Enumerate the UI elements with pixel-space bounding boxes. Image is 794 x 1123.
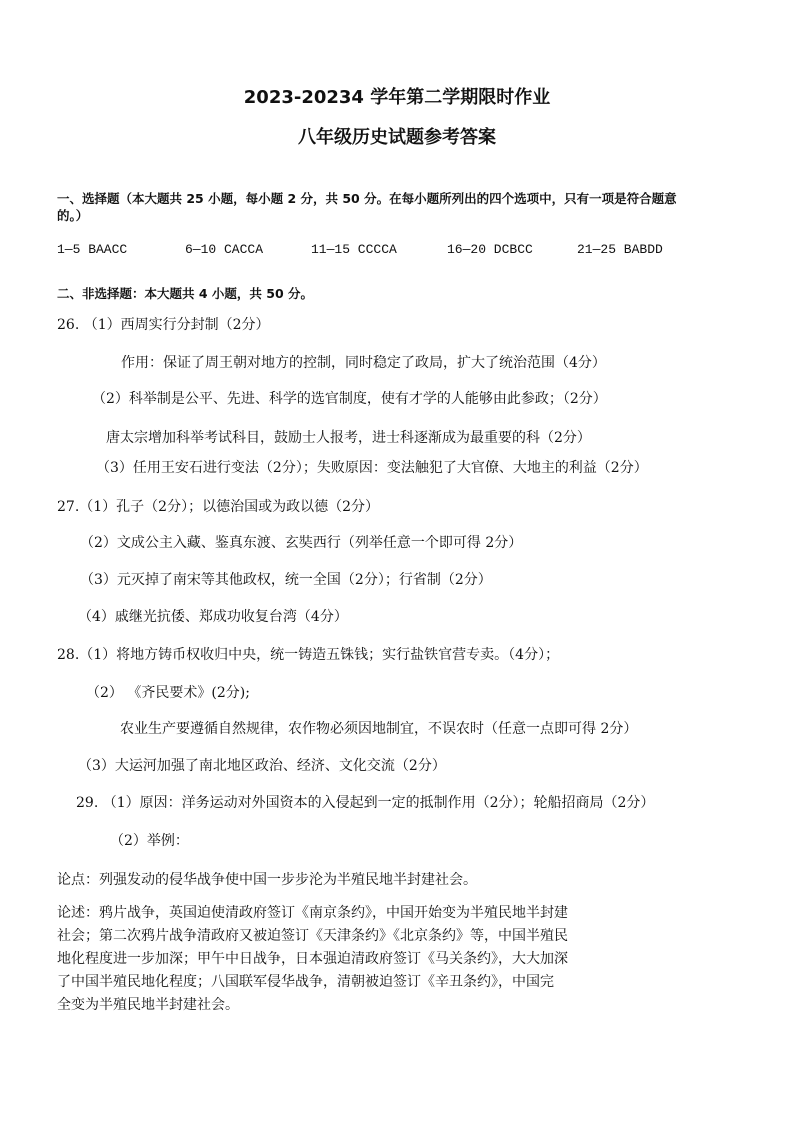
answer-line: （2）举例： <box>110 833 189 849</box>
answer-group: 1—5 BAACC <box>57 242 128 257</box>
answer-line: 论述：鸦片战争，英国迫使清政府签订《南京条约》，中国开始变为半殖民地半封建 <box>57 905 568 921</box>
answer-line: （3）大运河加强了南北地区政治、经济、文化交流（2分） <box>78 758 446 774</box>
answer-line: 论点：列强发动的侵华战争使中国一步步沦为半殖民地半封建社会。 <box>57 872 477 888</box>
answer-line: 唐太宗增加科举考试科目，鼓励士人报考，进士科逐渐成为最重要的科（2分） <box>106 430 591 446</box>
choice-answers <box>57 240 663 260</box>
section1-heading-cont: 的。） <box>57 208 89 223</box>
page-subtitle: 八年级历史试题参考答案 <box>298 127 496 148</box>
section2-heading: 二、非选择题：本大题共 4 小题，共 50 分。 <box>57 286 314 301</box>
answer-group: 11—15 CCCCA <box>311 242 397 257</box>
answer-line: （2） 《齐民要术》(2分); <box>86 685 250 701</box>
answer-group: 21—25 BABDD <box>577 242 663 257</box>
answer-line: 26. （1）西周实行分封制（2分） <box>57 317 270 333</box>
answer-line: 作用：保证了周王朝对地方的控制，同时稳定了政局，扩大了统治范围（4分） <box>121 355 606 371</box>
answer-line: （2）科举制是公平、先进、科学的选官制度，使有才学的人能够由此参政；（2分） <box>92 391 607 407</box>
answer-line: （3）元灭掉了南宋等其他政权，统一全国（2分）；行省制（2分） <box>80 572 492 588</box>
section1-heading: 一、选择题（本大题共 25 小题，每小题 2 分，共 50 分。在每小题所列出的四个选项中，只有一项是符合题意 <box>57 191 677 206</box>
answer-group: 6—10 CACCA <box>185 242 264 257</box>
answer-line: 地化程度进一步加深；甲午中日战争，日本强迫清政府签订《马关条约》，大大加深 <box>57 951 568 967</box>
answer-line: 29. （1）原因：洋务运动对外国资本的入侵起到一定的抵制作用（2分）；轮船招商局（2分） <box>76 795 655 811</box>
answer-group: 16—20 DCBCC <box>447 242 533 257</box>
answer-line: 农业生产要遵循自然规律，农作物必须因地制宜，不误农时（任意一点即可得 2分） <box>120 721 638 737</box>
page-title: 2023-20234 学年第二学期限时作业 <box>243 87 551 108</box>
answer-line: 社会；第二次鸦片战争清政府又被迫签订《天津条约》《北京条约》等，中国半殖民 <box>57 928 568 944</box>
answer-line: 全变为半殖民地半封建社会。 <box>57 997 239 1013</box>
answer-line: 了中国半殖民地化程度；八国联军侵华战争，清朝被迫签订《辛丑条约》，中国完 <box>57 974 554 990</box>
answer-line: 28.（1）将地方铸币权收归中央，统一铸造五铢钱；实行盐铁官营专卖。（4分）； <box>57 647 560 663</box>
answer-line: 27.（1）孔子（2分）；以德治国或为政以德（2分） <box>57 499 379 515</box>
answer-line: （3）任用王安石进行变法（2分）；失败原因：变法触犯了大官僚、大地主的利益（2分） <box>96 460 648 476</box>
answer-line: （2）文成公主入藏、鉴真东渡、玄奘西行（列举任意一个即可得 2分） <box>80 535 523 551</box>
answer-line: （4）戚继光抗倭、郑成功收复台湾（4分） <box>78 609 348 625</box>
